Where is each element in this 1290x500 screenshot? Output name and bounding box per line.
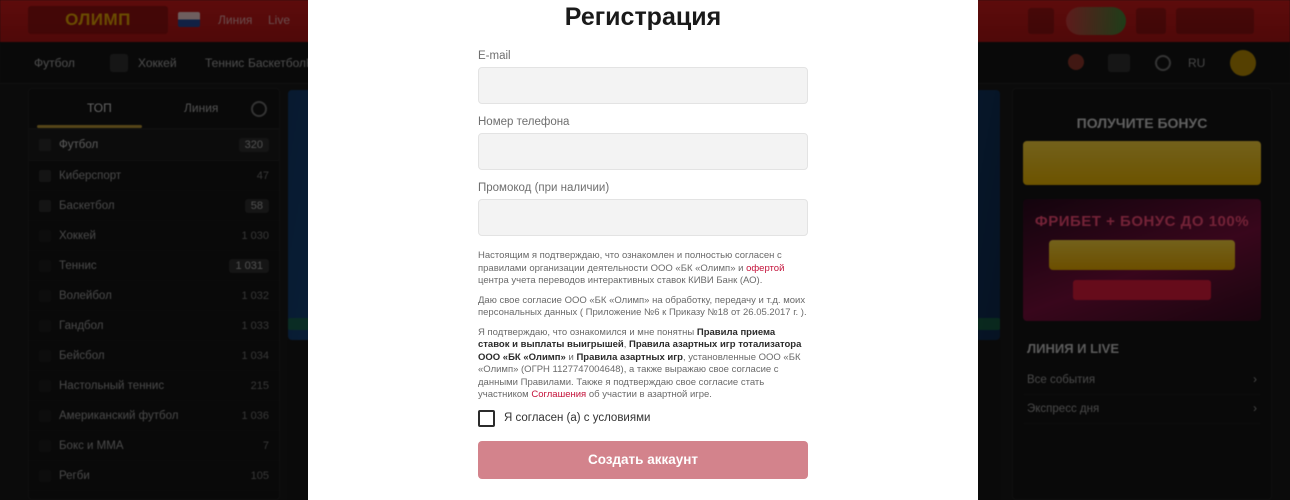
promocode-field[interactable] (478, 199, 808, 236)
rules-gambling: Правила азартных игр (576, 351, 683, 363)
legal-p1-a: Настоящим я подтверждаю, что ознакомлен и полностью согласен с правилами организации деятельности ООО «БК «Олимп» и (478, 250, 782, 274)
legal-paragraph-2: Даю свое согласие ООО «БК «Олимп» на обработку, передачу и т.д. моих персональных данных ( Приложение №6 к Приказу №18 от 26.05.2017 г. ). (478, 294, 807, 318)
legal-paragraph-3 (478, 327, 808, 402)
legal-p3-e: , установленные ООО «БК «Олимп» (ОГРН 1127747004648), а также выражаю свое согласие с данными Правилами. Также я подтверждаю свое согласие стать участником (478, 351, 801, 400)
phone-label: Номер телефона (478, 116, 570, 128)
terms-checkbox[interactable] (478, 410, 495, 427)
rules-betting: Правила приема ставок и выплаты выигрышей (478, 326, 776, 350)
legal-text (478, 250, 808, 402)
terms-label: Я согласен (а) с условиями (504, 412, 651, 424)
email-label: E-mail (478, 50, 511, 62)
legal-p1-b: центра учета переводов интерактивных ставок КИВИ Банк (АО). (478, 275, 763, 286)
legal-paragraph-1 (478, 250, 808, 288)
offer-link[interactable]: офертой (746, 262, 785, 274)
legal-p3-c: , (623, 339, 630, 350)
agreement-link[interactable]: Соглашения (531, 389, 587, 400)
agree-row[interactable] (478, 410, 808, 427)
registration-modal (308, 0, 978, 500)
legal-p3-a: Я подтверждаю, что ознакомился и мне понятны (478, 326, 697, 338)
phone-field[interactable] (478, 133, 808, 170)
create-account-button[interactable]: Создать аккаунт (478, 441, 808, 479)
email-field[interactable] (478, 67, 808, 104)
promocode-label: Промокод (при наличии) (478, 182, 610, 194)
rules-totalizator: Правила азартных игр тотализатора ООО «БК «Олимп» (478, 339, 802, 363)
legal-p3-d: и (565, 351, 577, 363)
registration-form (308, 50, 978, 479)
legal-p3-f: об участии в азартной игре. (586, 389, 712, 400)
page-title: Регистрация (564, 3, 722, 31)
